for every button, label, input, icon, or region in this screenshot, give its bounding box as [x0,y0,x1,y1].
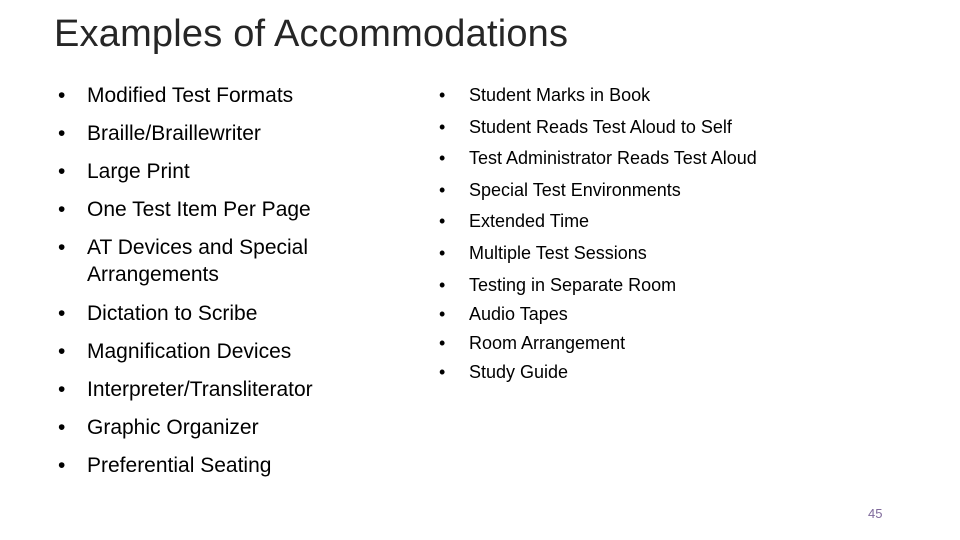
bullet-icon: • [439,274,446,295]
list-item-text: Testing in Separate Room [469,274,677,295]
bullet-icon: • [58,160,66,183]
bullet-icon: • [58,236,66,259]
list-item-text: Test Administrator Reads Test Aloud [469,148,757,169]
list-item-text: Large Print [87,160,190,183]
bullet-icon: • [439,179,446,200]
list-item [439,83,829,107]
list-item-text: AT Devices and Special Arrangements [87,236,309,286]
list-item-text: Study Guide [469,362,569,383]
bullet-icon: • [439,85,446,105]
list-item-text: One Test Item Per Page [87,198,311,221]
bullet-icon: • [439,148,446,169]
list-item-text: Graphic Organizer [87,416,259,439]
list-item [439,146,829,170]
list-item-text: Extended Time [469,211,590,232]
list-item [58,300,387,327]
bullet-icon: • [58,84,66,107]
list-item [439,273,829,297]
bullet-icon: • [58,122,66,145]
list-item-text: Magnification Devices [87,340,292,363]
bullet-icon: • [58,454,66,477]
list-item [439,115,829,139]
list-item-text: Modified Test Formats [87,84,294,107]
bullet-icon: • [58,378,66,401]
list-item-text: Preferential Seating [87,454,272,477]
list-item [58,452,387,479]
list-item [439,302,829,326]
list-item-text: Student Marks in Book [469,85,651,105]
bullet-icon: • [439,242,446,263]
list-item-text: Dictation to Scribe [87,302,258,325]
list-item [439,178,829,202]
list-item [58,338,387,365]
list-item [58,376,387,403]
slide-title: Examples of Accommodations [54,13,569,55]
list-item [58,196,387,223]
bullet-icon: • [58,198,66,221]
list-item [439,241,829,265]
bullet-icon: • [439,362,446,383]
bullet-icon: • [439,333,446,354]
list-item [58,82,387,109]
list-item-text: Interpreter/Transliterator [87,378,313,401]
list-item [58,158,387,185]
list-item [58,414,387,441]
list-item-text: Room Arrangement [469,333,626,354]
list-item-text: Audio Tapes [469,303,568,324]
right-bullet-list [439,83,829,390]
bullet-icon: • [439,116,446,137]
list-item [439,209,829,233]
list-item [439,331,829,355]
left-bullet-list [58,82,387,490]
list-item-text: Special Test Environments [469,179,681,200]
page-number: 45 [868,506,883,521]
bullet-icon: • [58,302,66,325]
list-item-text: Student Reads Test Aloud to Self [469,116,732,137]
list-item [439,360,829,384]
list-item-text: Braille/Braillewriter [87,122,261,145]
bullet-icon: • [58,340,66,363]
list-item-text: Multiple Test Sessions [469,242,647,263]
list-item [58,234,387,288]
bullet-icon: • [439,303,446,324]
bullet-icon: • [58,416,66,439]
list-item [58,120,387,147]
bullet-icon: • [439,211,446,232]
